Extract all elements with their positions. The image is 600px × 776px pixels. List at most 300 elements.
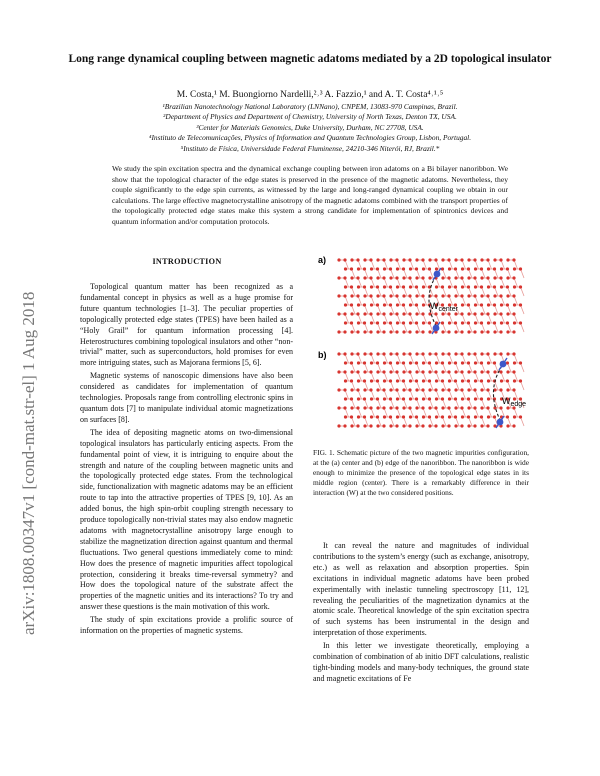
lattice-atom [454,406,457,409]
lattice-atom [435,285,438,288]
lattice-atom [500,267,503,270]
lattice-atom [500,303,503,306]
lattice-atom [389,397,392,400]
lattice-atom [369,276,372,279]
lattice-atom [474,379,477,382]
lattice-atom [434,352,437,355]
lattice-atom [487,267,490,270]
lattice-atom [434,312,437,315]
lattice-atom [512,276,515,279]
lattice-atom [389,361,392,364]
lattice-atom [382,330,385,333]
lattice-atom [480,424,483,427]
lattice-atom [434,406,437,409]
lattice-atom [480,388,483,391]
lattice-atom [343,330,346,333]
lattice-atom [350,397,353,400]
lattice-atom [415,379,418,382]
lattice-atom [454,397,457,400]
panel-a-label: a) [318,255,327,265]
lattice-atom [356,424,359,427]
panel-b-label: b) [318,350,327,360]
lattice-atom [376,276,379,279]
lattice-atom [493,267,496,270]
lattice-atom [376,321,379,324]
lattice-atom [467,388,470,391]
lattice-atom [395,258,398,261]
lattice-atom [402,361,405,364]
lattice-atom [382,312,385,315]
lattice-atom [422,321,425,324]
lattice-atom [376,267,379,270]
lattice-atom [395,352,398,355]
lattice-atom [370,415,373,418]
lattice-atom [428,370,431,373]
lattice-atom [467,312,470,315]
lattice-atom [356,294,359,297]
lattice-atom [480,294,483,297]
lattice-atom [473,294,476,297]
lattice-atom [493,352,496,355]
lattice-atom [493,361,496,364]
lattice-atom [499,312,502,315]
lattice-atom [428,406,431,409]
lattice-atom [467,276,470,279]
lattice-atom [493,370,496,373]
affiliations [60,102,560,154]
w-center-subscript: center [438,306,458,313]
lattice-atom [461,321,464,324]
lattice-atom [447,276,450,279]
lattice-atom [415,276,418,279]
lattice-atom [389,415,392,418]
lattice-atom [499,370,502,373]
lattice-atom [383,397,386,400]
lattice-atom [519,267,522,270]
lattice-atom [441,406,444,409]
lattice-atom [480,321,483,324]
lattice-atom [402,312,405,315]
lattice-atom [408,312,411,315]
lattice-atom [376,424,379,427]
lattice-atom [480,361,483,364]
lattice-atom [493,258,496,261]
paragraph: It can reveal the nature and magnitudes of individual contributions to the system’s energy (such as exchange, anisotropy, etc.) as well as relaxation and absorption properties. Spin excitations in individual magnetic adatoms have been probed experimentally with inelastic tunneling spectroscopy [11, 12], revealing the peculiarities of the magnetization dynamics at the atomic scale. Theoretical knowledge of the spin excitation spectra of such systems has been instrumental in the design and interpretation of those experiments. [313,541,529,638]
lattice-atom [448,397,451,400]
lattice-atom [480,330,483,333]
lattice-atom [421,294,424,297]
lattice-atom [337,352,340,355]
lattice-atom [344,361,347,364]
lattice-atom [486,330,489,333]
lattice-atom [376,397,379,400]
lattice-atom [370,379,373,382]
lattice-atom [422,285,425,288]
lattice-atom [467,415,470,418]
lattice-atom [389,258,392,261]
lattice-atom [487,379,490,382]
lattice-atom [402,258,405,261]
lattice-atom [493,330,496,333]
lattice-atom [467,267,470,270]
lattice-atom [506,424,509,427]
lattice-atom [441,321,444,324]
lattice-atom [409,361,412,364]
lattice-atom [344,285,347,288]
lattice-atom [370,267,373,270]
lattice-atom [382,276,385,279]
lattice-atom [460,370,463,373]
lattice-atom [512,352,515,355]
lattice-atom [428,415,431,418]
lattice-atom [435,361,438,364]
lattice-atom [428,424,431,427]
lattice-atom [480,370,483,373]
lattice-atom [376,352,379,355]
lattice-atom [363,276,366,279]
lattice-atom [408,258,411,261]
lattice-atom [487,361,490,364]
lattice-atom [396,285,399,288]
lattice-atom [448,379,451,382]
lattice-atom [343,424,346,427]
lattice-atom [343,352,346,355]
lattice-atom [480,352,483,355]
lattice-atom [454,294,457,297]
figure-1 [318,252,538,442]
lattice-atom [395,406,398,409]
lattice-atom [428,258,431,261]
lattice-atom [363,303,366,306]
lattice-atom [480,397,483,400]
lattice-atom [506,258,509,261]
lattice-atom [434,294,437,297]
lattice-atom [376,406,379,409]
lattice-atom [473,276,476,279]
lattice-atom [395,424,398,427]
lattice-atom [487,415,490,418]
arxiv-id-text: arXiv:1808.00347v1 [cond-mat.str-el] 1 Aug 2018 [19,291,38,635]
lattice-atom [408,424,411,427]
lattice-atom [506,312,509,315]
lattice-atom [408,388,411,391]
lattice-atom [350,361,353,364]
lattice-atom [395,388,398,391]
lattice-atom [480,303,483,306]
lattice-atom [389,276,392,279]
lattice-atom [441,330,444,333]
lattice-atom [402,330,405,333]
lattice-atom [513,415,516,418]
lattice-atom [402,388,405,391]
lattice-atom [506,321,509,324]
lattice-atom [415,397,418,400]
lattice-atom [519,303,522,306]
lattice-atom [467,370,470,373]
lattice-atom [415,406,418,409]
lattice-atom [415,267,418,270]
lattice-atom [460,258,463,261]
lattice-atom [454,258,457,261]
lattice-atom [363,388,366,391]
w-edge-subscript: edge [510,401,527,408]
affiliation-2: ²Department of Physics and Department of Chemistry, University of North Texas, Denton TX, USA. [163,112,457,122]
lattice-atom [499,276,502,279]
lattice-atom [383,361,386,364]
lattice-atom [513,321,516,324]
lattice-atom [357,361,360,364]
lattice-atom [480,379,483,382]
lattice-atom [382,388,385,391]
lattice-atom [350,321,353,324]
lattice-atom [376,294,379,297]
lattice-atom [370,285,373,288]
lattice-atom [486,352,489,355]
lattice-atom [480,415,483,418]
lattice-atom [473,312,476,315]
lattice-atom [519,379,522,382]
lattice-atom [500,379,503,382]
lattice-atom [402,267,405,270]
lattice-atom [486,312,489,315]
lattice-atom [441,424,444,427]
lattice-atom [363,312,366,315]
lattice-atom [383,267,386,270]
lattice-atom [467,406,470,409]
lattice-atom [447,330,450,333]
paragraph: Topological quantum matter has been recognized as a fundamental concept in physics as well as a huge promise for future quantum technologies [1–3]. The peculiar properties of topologically protected edge states (TPES) have been hailed as a “Holy Grail” for quantum information processing [4]. Heterostructures combining topological insulators and other “non-trivial” matter, such as superconductors, hold promises for even more intriguing states, such as Majorana fermions [5, 6]. [80,282,293,368]
lattice-atom [448,415,451,418]
lattice-atom [506,379,509,382]
lattice-atom [461,415,464,418]
lattice-atom [356,312,359,315]
lattice-atom [357,303,360,306]
lattice-atom [454,370,457,373]
lattice-atom [396,379,399,382]
lattice-atom [461,267,464,270]
lattice-atom [428,276,431,279]
lattice-atom [512,424,515,427]
lattice-atom [408,330,411,333]
lattice-atom [350,406,353,409]
lattice-atom [409,321,412,324]
section-heading-introduction: INTRODUCTION [152,257,222,266]
lattice-atom [383,379,386,382]
lattice-atom [343,276,346,279]
lattice-atom [376,388,379,391]
lattice-atom [512,312,515,315]
lattice-atom [350,258,353,261]
lattice-atom [441,294,444,297]
lattice-atom [467,379,470,382]
lattice-atom [493,276,496,279]
lattice-atom [350,352,353,355]
lattice-atom [402,303,405,306]
lattice-atom [363,379,366,382]
lattice-atom [389,303,392,306]
lattice-atom [363,406,366,409]
lattice-atom [357,321,360,324]
lattice-atom [421,276,424,279]
lattice-atom [370,321,373,324]
lattice-atom [422,303,425,306]
lattice-atom [473,424,476,427]
lattice-atom [369,352,372,355]
lattice-atom [487,397,490,400]
lattice-atom [486,406,489,409]
lattice-atom [369,388,372,391]
lattice-atom [415,361,418,364]
figure-caption: FIG. 1. Schematic picture of the two magnetic impurities configuration, at the (a) center and (b) edge of the nanoribbon. The nanoribbon is wide enough to minimize the presence of the topological edge states in its middle region (center). There is a remarkably difference in their interaction (W) at the two considered positions. [313,448,529,497]
lattice-atom [467,321,470,324]
lattice-atom [415,415,418,418]
lattice-atom [337,330,340,333]
lattice-atom [350,312,353,315]
lattice-atom [337,370,340,373]
lattice-atom [428,267,431,270]
lattice-atom [356,330,359,333]
lattice-atom [519,321,522,324]
lattice-atom [409,415,412,418]
lattice-panel-b [337,352,524,428]
paragraph: The study of spin excitations provide a prolific source of information on the properties of magnetic systems. [80,615,293,636]
lattice-atom [343,388,346,391]
lattice-atom [467,294,470,297]
lattice-atom [474,285,477,288]
lattice-atom [363,294,366,297]
lattice-atom [337,312,340,315]
lattice-atom [454,379,457,382]
lattice-atom [382,424,385,427]
lattice-atom [376,285,379,288]
lattice-atom [428,397,431,400]
lattice-atom [421,312,424,315]
lattice-atom [422,397,425,400]
lattice-atom [337,388,340,391]
lattice-atom [415,303,418,306]
lattice-atom [435,267,438,270]
lattice-atom [415,258,418,261]
lattice-atom [422,415,425,418]
lattice-atom [460,388,463,391]
lattice-atom [409,267,412,270]
lattice-atom [402,424,405,427]
lattice-atom [356,276,359,279]
lattice-atom [363,321,366,324]
lattice-atom [415,424,418,427]
lattice-atom [454,285,457,288]
lattice-atom [513,285,516,288]
lattice-atom [382,370,385,373]
affiliation-4: ⁴Instituto de Telecomunicações, Physics of Information and Quantum Technologies Group, Lisbon, Portugal. [148,133,472,143]
lattice-atom [343,406,346,409]
abstract: We study the spin excitation spectra and the dynamical exchange coupling between iron adatoms on a Bi bilayer nanoribbon. We show that the topological character of the edge states is preserved in the presence of the magnetic adatoms. Nevertheless, they couple significantly to the edge spin currents, as witnessed by the large and long-ranged dynamical coupling we obtain in our calculations. The large effective magnetocrystalline anisotropy of the magnetic adatoms combined with the transport properties of the topologically protected edge states make this system a strong candidate for implementation of spintronics devices and quantum information and/or computation protocols. [112,164,508,226]
lattice-atom [519,415,522,418]
lattice-atom [395,312,398,315]
lattice-atom [421,330,424,333]
lattice-atom [343,258,346,261]
affiliation-5: ⁵Instituto de Física, Universidade Federal Fluminense, 24210-346 Niterói, RJ, Brazil.* [180,143,440,153]
w-edge-main: W [502,396,511,406]
lattice-atom [474,321,477,324]
lattice-atom [402,370,405,373]
lattice-atom [513,379,516,382]
lattice-atom [356,406,359,409]
lattice-atom [513,267,516,270]
lattice-atom [363,424,366,427]
lattice-atom [402,352,405,355]
lattice-atom [473,388,476,391]
lattice-atom [421,388,424,391]
lattice-atom [487,285,490,288]
lattice-atom [493,294,496,297]
lattice-atom [467,361,470,364]
lattice-atom [480,285,483,288]
lattice-atom [344,397,347,400]
lattice-atom [415,388,418,391]
lattice-atom [441,361,444,364]
lattice-atom [519,285,522,288]
lattice-atom [506,285,509,288]
lattice-atom [389,388,392,391]
lattice-atom [486,294,489,297]
affiliation-3: ³Center for Materials Genomics, Duke University, Durham, NC 27708, USA. [196,122,424,132]
lattice-atom [473,258,476,261]
lattice-atom [356,258,359,261]
lattice-atom [402,397,405,400]
lattice-atom [402,415,405,418]
lattice-atom [513,361,516,364]
lattice-atom [415,352,418,355]
lattice-atom [415,370,418,373]
lattice-atom [343,370,346,373]
lattice-atom [389,352,392,355]
lattice-atom [408,406,411,409]
lattice-atom [480,267,483,270]
lattice-atom [506,415,509,418]
lattice-atom [376,361,379,364]
lattice-atom [395,330,398,333]
lattice-atom [447,370,450,373]
lattice-atom [467,352,470,355]
lattice-atom [357,397,360,400]
lattice-atom [421,406,424,409]
lattice-atom [461,361,464,364]
lattice-atom [435,415,438,418]
lattice-atom [480,276,483,279]
lattice-atom [447,424,450,427]
lattice-atom [480,312,483,315]
lattice-atom [389,321,392,324]
lattice-atom [402,406,405,409]
lattice-atom [512,330,515,333]
lattice-atom [408,276,411,279]
lattice-atom [363,330,366,333]
lattice-atom [454,321,457,324]
lattice-atom [435,379,438,382]
lattice-atom [506,330,509,333]
lattice-atom [473,406,476,409]
lattice-atom [337,276,340,279]
lattice-atom [389,312,392,315]
lattice-atom [428,321,431,324]
lattice-atom [357,415,360,418]
lattice-atom [357,285,360,288]
lattice-atom [369,424,372,427]
lattice-atom [428,330,431,333]
w-center-main: W [430,301,439,311]
lattice-atom [337,424,340,427]
